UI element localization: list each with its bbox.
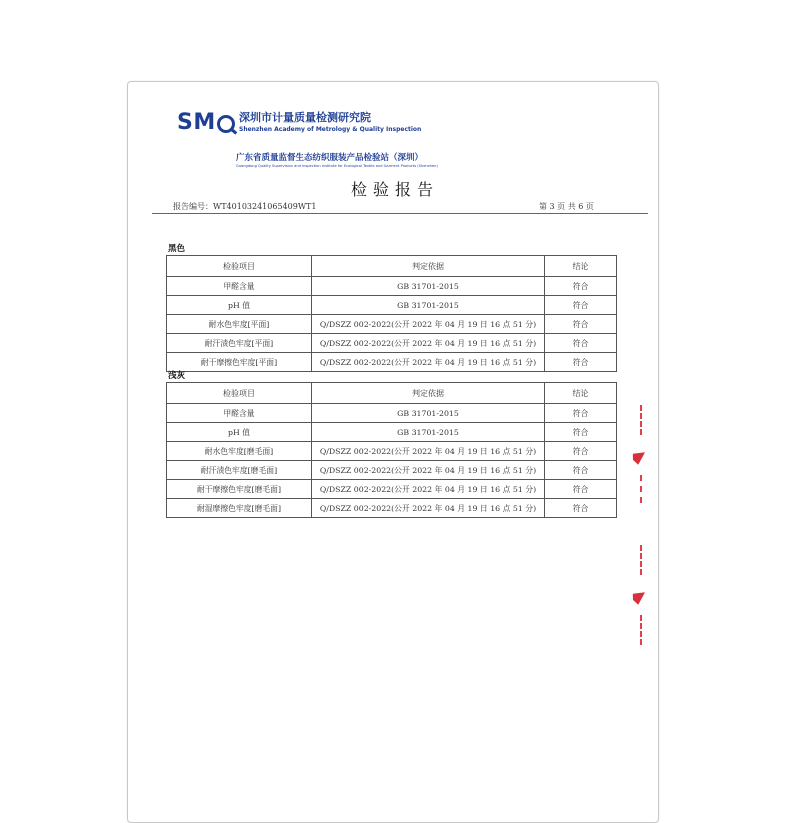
cell-item: 甲醛含量 xyxy=(167,404,312,423)
cell-basis: Q/DSZZ 002-2022(公开 2022 年 04 月 19 日 16 点 51 分) xyxy=(312,461,545,480)
header-item: 检验项目 xyxy=(167,256,312,277)
cell-conclusion: 符合 xyxy=(545,423,617,442)
institute-name-cn: 深圳市计量质量检测研究院 xyxy=(239,111,371,124)
seal-stamp-edge xyxy=(640,405,642,435)
results-table-light-gray xyxy=(166,382,617,518)
cell-basis: Q/DSZZ 002-2022(公开 2022 年 04 月 19 日 16 点 51 分) xyxy=(312,315,545,334)
table-row xyxy=(167,404,617,423)
table-header-row xyxy=(167,383,617,404)
table-row xyxy=(167,334,617,353)
table-row xyxy=(167,277,617,296)
cell-item: 耐水色牢度[平面] xyxy=(167,315,312,334)
cell-conclusion: 符合 xyxy=(545,404,617,423)
cell-basis: Q/DSZZ 002-2022(公开 2022 年 04 月 19 日 16 点 51 分) xyxy=(312,499,545,518)
cell-conclusion: 符合 xyxy=(545,499,617,518)
cell-basis: GB 31701-2015 xyxy=(312,277,545,296)
seal-stamp-edge xyxy=(640,615,642,645)
cell-conclusion: 符合 xyxy=(545,296,617,315)
cell-item: 耐干摩擦色牢度[磨毛面] xyxy=(167,480,312,499)
cell-conclusion: 符合 xyxy=(545,461,617,480)
header-divider xyxy=(152,213,648,214)
results-table-black xyxy=(166,255,617,372)
seal-stamp-edge xyxy=(640,545,642,575)
table-header-row xyxy=(167,256,617,277)
report-number: 报告编号：WT40103241065409WT1 xyxy=(173,202,317,211)
station-name-cn: 广东省质量监督生态纺织服装产品检验站（深圳） xyxy=(236,153,424,163)
cell-conclusion: 符合 xyxy=(545,353,617,372)
smq-logo xyxy=(177,109,235,135)
station-name-en: Guangdong Quality Supervision and Inspection Institute for Ecological Textile and Garment Products (Shenzhen) xyxy=(236,164,438,168)
seal-stamp-edge xyxy=(640,475,642,503)
table-row xyxy=(167,499,617,518)
table-row xyxy=(167,442,617,461)
table-row xyxy=(167,461,617,480)
cell-basis: GB 31701-2015 xyxy=(312,404,545,423)
institute-name-en: Shenzhen Academy of Metrology & Quality Inspection xyxy=(239,126,422,133)
cell-item: 耐水色牢度[磨毛面] xyxy=(167,442,312,461)
cell-basis: GB 31701-2015 xyxy=(312,423,545,442)
cell-item: 耐干摩擦色牢度[平面] xyxy=(167,353,312,372)
cell-basis: Q/DSZZ 002-2022(公开 2022 年 04 月 19 日 16 点 51 分) xyxy=(312,334,545,353)
header-basis: 判定依据 xyxy=(312,256,545,277)
cell-item: 耐湿摩擦色牢度[磨毛面] xyxy=(167,499,312,518)
header-conclusion: 结论 xyxy=(545,256,617,277)
header-basis: 判定依据 xyxy=(312,383,545,404)
cell-conclusion: 符合 xyxy=(545,442,617,461)
institute-name xyxy=(239,109,421,133)
cell-basis: Q/DSZZ 002-2022(公开 2022 年 04 月 19 日 16 点 51 分) xyxy=(312,480,545,499)
cell-basis: Q/DSZZ 002-2022(公开 2022 年 04 月 19 日 16 点 51 分) xyxy=(312,442,545,461)
header-conclusion: 结论 xyxy=(545,383,617,404)
cell-conclusion: 符合 xyxy=(545,315,617,334)
report-title: 检验报告 xyxy=(350,180,439,199)
cell-item: pH 值 xyxy=(167,296,312,315)
cell-item: 耐汗渍色牢度[磨毛面] xyxy=(167,461,312,480)
header-item: 检验项目 xyxy=(167,383,312,404)
table-row xyxy=(167,480,617,499)
table-row xyxy=(167,296,617,315)
page-number: 第 3 页 共 6 页 xyxy=(539,202,594,211)
cell-conclusion: 符合 xyxy=(545,480,617,499)
cell-item: pH 值 xyxy=(167,423,312,442)
cell-item: 甲醛含量 xyxy=(167,277,312,296)
section-label-light-gray: 浅灰 xyxy=(168,371,186,381)
smq-logo-q-mark xyxy=(217,115,235,133)
cell-conclusion: 符合 xyxy=(545,277,617,296)
cell-basis: GB 31701-2015 xyxy=(312,296,545,315)
section-label-black: 黑色 xyxy=(168,244,186,254)
cell-basis: Q/DSZZ 002-2022(公开 2022 年 04 月 19 日 16 点 51 分) xyxy=(312,353,545,372)
table-row xyxy=(167,315,617,334)
table-row xyxy=(167,423,617,442)
cell-conclusion: 符合 xyxy=(545,334,617,353)
smq-logo-text: SM xyxy=(177,109,216,135)
table-row xyxy=(167,353,617,372)
cell-item: 耐汗渍色牢度[平面] xyxy=(167,334,312,353)
